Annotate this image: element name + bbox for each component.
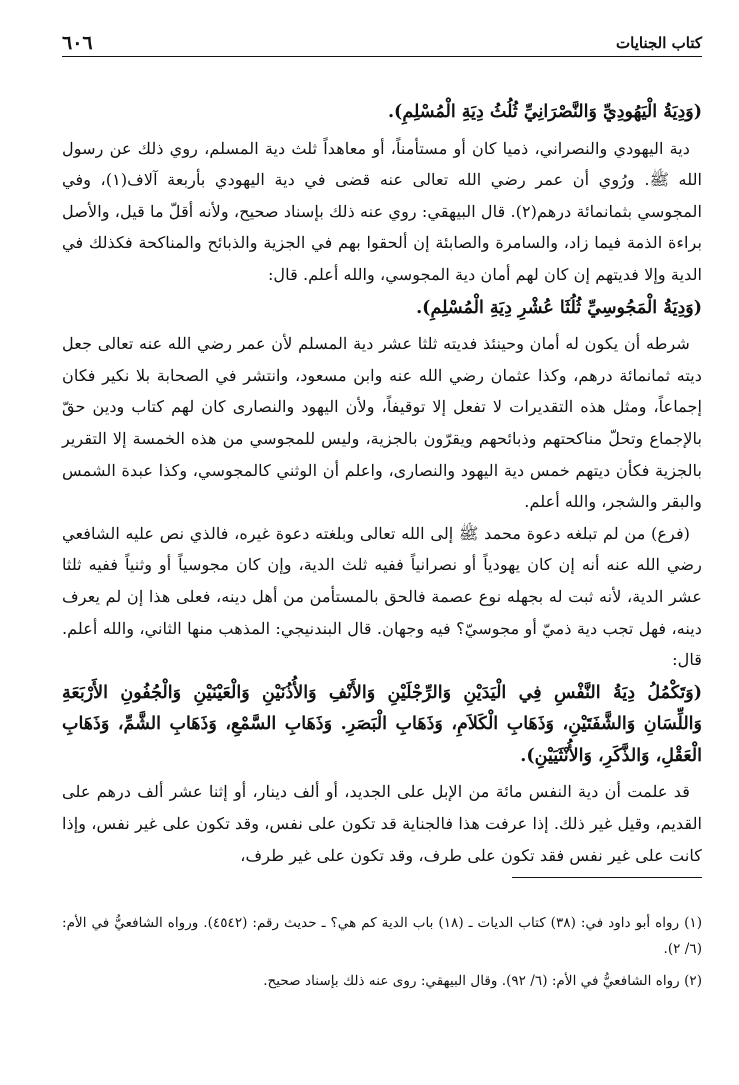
commentary-paragraph: (فرع) من لم تبلغه دعوة محمد ﷺ إلى الله تعالى وبلغته دعوة غيره، فالذي نص عليه الشافعي رضي الله عنه أنه إن كان يهودياً أو نصرانياً ففيه ثلث الدية، وإن كان مجوسياً أو وثنياً ففيه ثلثا عشر الدية، لأنه ثبت له بجهله نوع عصمة فالحق بالمستأمن من أهل دينه، فعلى هذا إن لم يعرف دينه، فهل تجب دية ذميّ أو مجوسيّ؟ فيه وجهان. قال البندنيجي: المذهب منها الثاني، والله أعلم. قال: — [62, 523, 702, 670]
matn-paragraph: (وَدِيَةُ الْمَجُوسِيِّ ثُلُثَا عُشْرِ دِيَةِ الْمُسْلِمِ). — [416, 297, 702, 318]
commentary-paragraph: دية اليهودي والنصراني، ذميا كان أو مستأمناً، أو معاهداً ثلث دية المسلم، روي ذلك عن رسول الله ﷺ. ورُوي أن عمر رضي الله تعالى عنه قضى في دية اليهودي بأربعة آلاف(١)، وفي المجوسي بثمانمائة درهم(٢). قال البيهقي: روي عنه ذلك بإسناد صحيح، ولأنه أقلّ ما قيل، والأصل براءة الذمة فيما زاد، والسامرة والصابئة إن ألحقوا بهم في الجزية والذبائح والمناكحة فكذلك في الدية وإلا فديتهم إن كان لهم أمان دية المجوسي، والله أعلم. قال: — [62, 138, 703, 284]
page-number: ٦٠٦ — [62, 32, 93, 54]
footnote: (١) رواه أبو داود في: (٣٨) كتاب الديات ـ (١٨) باب الدية كم هي؟ ـ حديث رقم: (٤٥٤٢). ورواه الشافعيُّ في الأم: (٦/ ٢). — [62, 915, 703, 958]
footnote-separator — [512, 877, 702, 878]
book-title: كتاب الجنايات — [616, 34, 702, 52]
main-text — [62, 97, 702, 871]
matn-paragraph: (وَتَكْمُلُ دِيَةُ النَّفْسِ فِي الْيَدَيْنِ وَالرِّجْلَيْنِ وَالأَنْفِ وَالأُذُنَيْنِ وَالْعَيْنَيْنِ وَالْجُفُونِ الأَرْبَعَةِ وَاللِّسَانِ وَالشَّفَتَيْنِ، وَذَهَابِ الْكَلاَمِ، وَذَهَابِ الْبَصَرِ. وَذَهَابِ السَّمْعِ، وَذَهَابِ الشَّمِّ، وَذَهَابِ الْعَقْلِ، وَالذَّكَرِ، وَالأُنْثَيَيْنِ). — [62, 682, 702, 766]
commentary-paragraph: قد علمت أن دية النفس مائة من الإبل على الجديد، أو ألف دينار، أو إثنا عشر ألف درهم على القديم، وقيل غير ذلك. إذا عرفت هذا فالجناية قد تكون على نفس، وقد تكون على غير نفس، وإذا كانت على غير نفس فقد تكون على طرف، وقد تكون على غير طرف، — [62, 782, 702, 865]
page — [62, 30, 702, 1000]
commentary-paragraph: شرطه أن يكون له أمان وحينئذ فديته ثلثا عشر دية المسلم لأن عمر رضي الله عنه تعالى جعل ديته ثمانمائة درهم، وكذا عثمان رضي الله عنه وابن مسعود، وانتشر في الصحابة بلا نكير فكان إجماعاً، ومثل هذه التقديرات لا تفعل إلا توقيفاً، ولأن اليهود والنصارى كان لهم كتاب ودين حقّ بالإجماع وتحلّ مناكحتهم وذبائحهم ويقرّون بالجزية، وليس للمجوسي من هذه الخمسة إلا التقرير بالجزية فكأن ديتهم خمس دية اليهود والنصارى، واعلم أن الوثني كالمجوسي، وكذا عبدة الشمس والبقر والشجر، والله أعلم. — [62, 334, 702, 512]
footnotes — [62, 910, 702, 994]
matn-paragraph: (وَدِيَةُ الْيَهُودِيِّ وَالنَّصْرَانِيِّ ثُلُثُ دِيَةِ الْمُسْلِمِ). — [387, 102, 702, 122]
footnote: (٢) رواه الشافعيُّ في الأم: (٦/ ٩٢). وقال البيهقي: روى عنه ذلك بإسناد صحيح. — [263, 973, 702, 990]
running-header — [62, 30, 702, 57]
